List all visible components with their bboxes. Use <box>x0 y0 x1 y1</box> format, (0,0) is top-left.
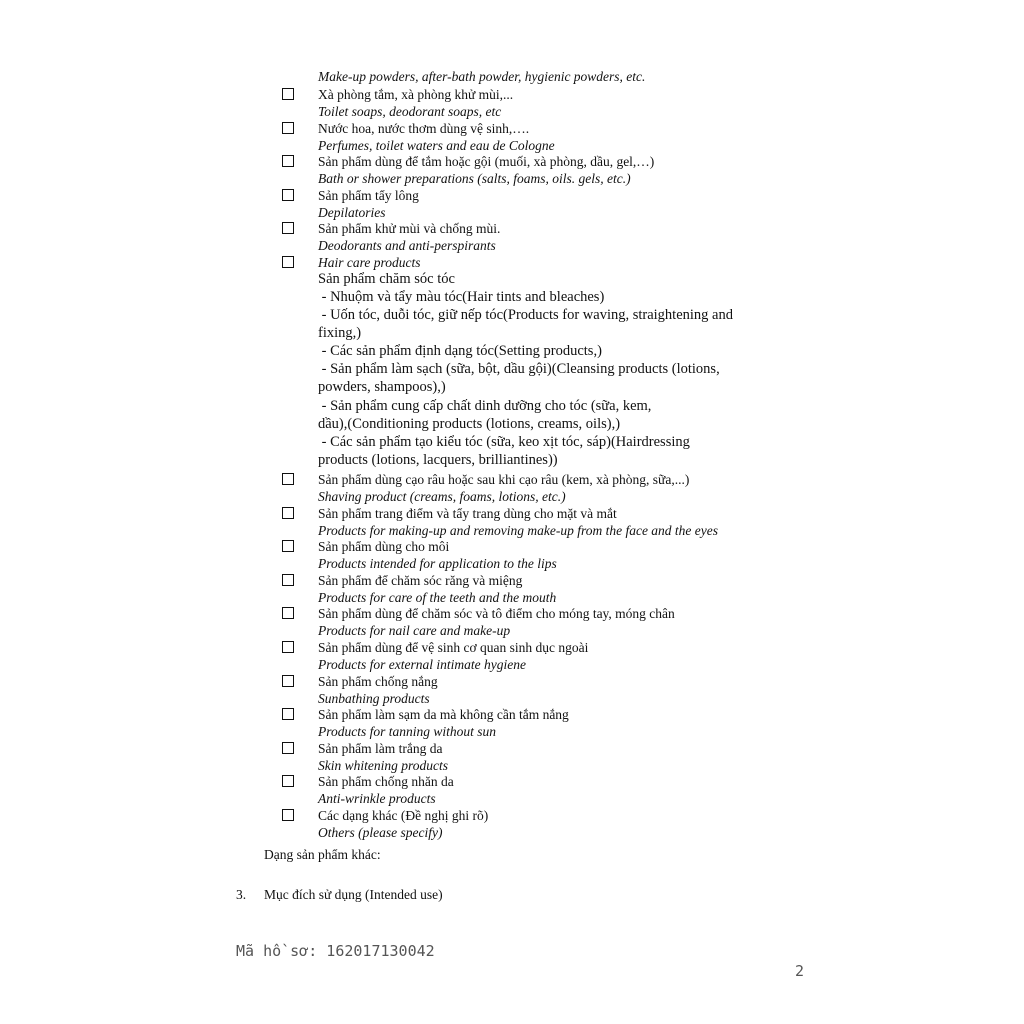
hair-line: - Sản phẩm làm sạch (sữa, bột, dầu gội)(Cleansing products (lotions, <box>318 361 720 377</box>
hair-line: dầu),(Conditioning products (lotions, creams, oils),) <box>318 416 621 432</box>
item-vi: Nước hoa, nước thơm dùng vệ sinh,…. <box>318 121 530 136</box>
item-vi: Sản phẩm dùng để chăm sóc và tô điểm cho móng tay, móng chân <box>318 606 675 621</box>
page-number: 2 <box>795 962 805 980</box>
item-vi: Sản phẩm tẩy lông <box>318 188 419 203</box>
section-number: 3. <box>236 887 247 902</box>
section-title: Mục đích sử dụng (Intended use) <box>264 887 443 902</box>
checkbox-toilet-soaps[interactable] <box>282 88 294 100</box>
item-en: Products intended for application to the lips <box>318 556 557 571</box>
item-vi: Sản phẩm dùng để tắm hoặc gội (muối, xà phòng, dầu, gel,…) <box>318 154 655 169</box>
checkbox-perfumes[interactable] <box>282 122 294 134</box>
hair-line: products (lotions, lacquers, brilliantines)) <box>318 452 558 468</box>
checkbox-intimate-hygiene[interactable] <box>282 641 294 653</box>
item-vi: Sản phẩm chống nhăn da <box>318 774 454 789</box>
checkbox-depilatories[interactable] <box>282 189 294 201</box>
hair-line: - Nhuộm và tẩy màu tóc(Hair tints and bleaches) <box>318 289 605 305</box>
item-en: Skin whitening products <box>318 758 448 773</box>
item-en: Products for external intimate hygiene <box>318 657 526 672</box>
checkbox-skin-whitening[interactable] <box>282 742 294 754</box>
intro-line: Make-up powders, after-bath powder, hygienic powders, etc. <box>318 69 646 84</box>
hair-line: - Sản phẩm cung cấp chất dinh dưỡng cho tóc (sữa, kem, <box>318 398 652 414</box>
item-en: Depilatories <box>318 205 386 220</box>
item-en: Products for nail care and make-up <box>318 623 511 638</box>
checkbox-sunbathing[interactable] <box>282 675 294 687</box>
item-vi: Sản phẩm làm sạm da mà không cần tắm nắng <box>318 707 569 722</box>
checkbox-nail-care[interactable] <box>282 607 294 619</box>
checkbox-hair-care[interactable] <box>282 256 294 268</box>
checkbox-bath-shower[interactable] <box>282 155 294 167</box>
hair-line: powders, shampoos),) <box>318 379 446 395</box>
item-en: Deodorants and anti-perspirants <box>318 238 496 253</box>
item-vi: Các dạng khác (Đề nghị ghi rõ) <box>318 808 489 823</box>
item-vi: Sản phẩm dùng cạo râu hoặc sau khi cạo râu (kem, xà phòng, sữa,...) <box>318 472 690 487</box>
item-en: Products for making-up and removing make-up from the face and the eyes <box>318 523 719 538</box>
hair-line: fixing,) <box>318 325 362 341</box>
checkbox-teeth-mouth[interactable] <box>282 574 294 586</box>
hair-line: Sản phẩm chăm sóc tóc <box>318 271 455 287</box>
item-vi: Sản phẩm để chăm sóc răng và miệng <box>318 573 523 588</box>
item-en: Shaving product (creams, foams, lotions, etc.) <box>318 489 566 504</box>
item-vi: Sản phẩm chống nắng <box>318 674 438 689</box>
checkbox-anti-wrinkle[interactable] <box>282 775 294 787</box>
item-vi: Sản phẩm dùng cho môi <box>318 539 450 554</box>
item-en: Anti-wrinkle products <box>318 791 436 806</box>
item-vi: Sản phẩm khử mùi và chống mùi. <box>318 221 501 236</box>
hair-care-en: Hair care products <box>318 255 421 270</box>
item-vi: Sản phẩm dùng để vệ sinh cơ quan sinh dục ngoài <box>318 640 589 655</box>
checkbox-deodorants[interactable] <box>282 222 294 234</box>
hair-line: - Uốn tóc, duỗi tóc, giữ nếp tóc(Products for waving, straightening and <box>318 307 733 323</box>
checkbox-others[interactable] <box>282 809 294 821</box>
checkbox-makeup-face-eyes[interactable] <box>282 507 294 519</box>
file-code: Mã hồ sơ: 162017130042 <box>236 942 435 960</box>
item-en: Others (please specify) <box>318 825 443 840</box>
item-en: Bath or shower preparations (salts, foams, oils. gels, etc.) <box>318 171 631 186</box>
item-en: Sunbathing products <box>318 691 430 706</box>
item-en: Perfumes, toilet waters and eau de Cologne <box>318 138 555 153</box>
item-en: Products for tanning without sun <box>318 724 497 739</box>
other-forms-label: Dạng sản phẩm khác: <box>264 847 381 862</box>
item-vi: Sản phẩm trang điểm và tẩy trang dùng cho mặt và mắt <box>318 506 617 521</box>
checkbox-shaving[interactable] <box>282 473 294 485</box>
checkbox-lips[interactable] <box>282 540 294 552</box>
item-en: Products for care of the teeth and the mouth <box>318 590 557 605</box>
item-en: Toilet soaps, deodorant soaps, etc <box>318 104 502 119</box>
hair-line: - Các sản phẩm tạo kiểu tóc (sữa, keo xịt tóc, sáp)(Hairdressing <box>318 434 690 450</box>
checkbox-tanning[interactable] <box>282 708 294 720</box>
item-vi: Sản phẩm làm trắng da <box>318 741 443 756</box>
hair-line: - Các sản phẩm định dạng tóc(Setting products,) <box>318 343 602 359</box>
item-vi: Xà phòng tắm, xà phòng khử mùi,... <box>318 87 514 102</box>
